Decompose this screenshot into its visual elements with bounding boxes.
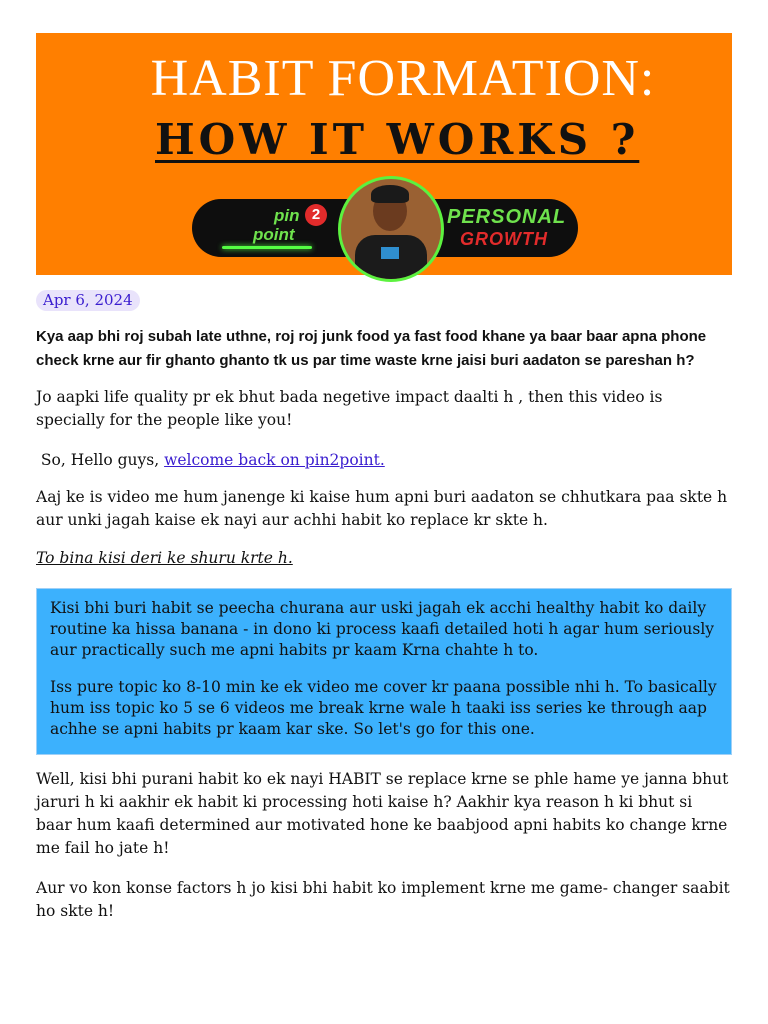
banner-subtitle: HOW IT WORKS ? (155, 115, 640, 164)
greeting-text: So, Hello guys, (36, 451, 165, 469)
logo-pin-text: pin (274, 206, 300, 225)
paragraph-processing: Well, kisi bhi purani habit ko ek nayi HABIT se replace krne se phle hame ye janna bhut jaruri h ki aakhir ek habit ki processing hoti kaise h? Aakhir kya reason h ki bhut si baar hum kaafi determined aur motivated hone ke baabjood apni habits ko change krne me fail ho jate h! (36, 770, 729, 857)
intro-paragraph: Kya aap bhi roj subah late uthne, roj roj junk food ya fast food khane ya baar baar apna phone check krne aur fir ghanto ghanto tk us par time waste krne jaisi buri aadaton se pareshan h? (36, 328, 707, 369)
paragraph-impact: Jo aapki life quality pr ek bhut bada negetive impact daalti h , then this video is specially for the people like you! (36, 388, 663, 429)
person-avatar-icon (338, 176, 444, 282)
greeting-paragraph (36, 449, 732, 472)
date-badge: Apr 6, 2024 (36, 290, 140, 311)
logo-personal-text: PERSONAL (447, 206, 567, 228)
logo-glow-line (222, 246, 312, 249)
callout-paragraph-1: Kisi bhi buri habit se peecha churana aur uski jagah ek acchi healthy habit ko daily routine ka hissa banana - in dono ki process kaafi detailed hoti h agar hum seriously aur practically such me apni habits pr kaam Krna chahte h to. (50, 599, 715, 659)
banner-title: HABIT FORMATION: (150, 50, 656, 107)
callout-box (36, 588, 732, 755)
cta-text: To bina kisi deri ke shuru krte h. (36, 549, 293, 567)
header-banner (36, 33, 732, 275)
logo-growth-text: GROWTH (460, 229, 548, 249)
logo-point-text: point (253, 225, 295, 244)
callout-paragraph-2: Iss pure topic ko 8-10 min ke ek video me cover kr paana possible nhi h. To basically hum iss topic ko 5 se 6 videos me break krne wale h taaki iss series ke through aap achhe se apni habits pr kaam kar ske. So let's go for this one. (50, 678, 717, 738)
logo-location-pin-icon: 2 (305, 204, 327, 226)
welcome-link[interactable]: welcome back on pin2point. (164, 451, 385, 469)
paragraph-factors: Aur vo kon konse factors h jo kisi bhi habit ko implement krne me game- changer saabit ho skte h! (36, 879, 730, 920)
paragraph-overview: Aaj ke is video me hum janenge ki kaise hum apni buri aadaton se chhutkara paa skte h aur unki jagah kaise ek nayi aur achhi habit ko replace kr skte h. (36, 488, 728, 529)
